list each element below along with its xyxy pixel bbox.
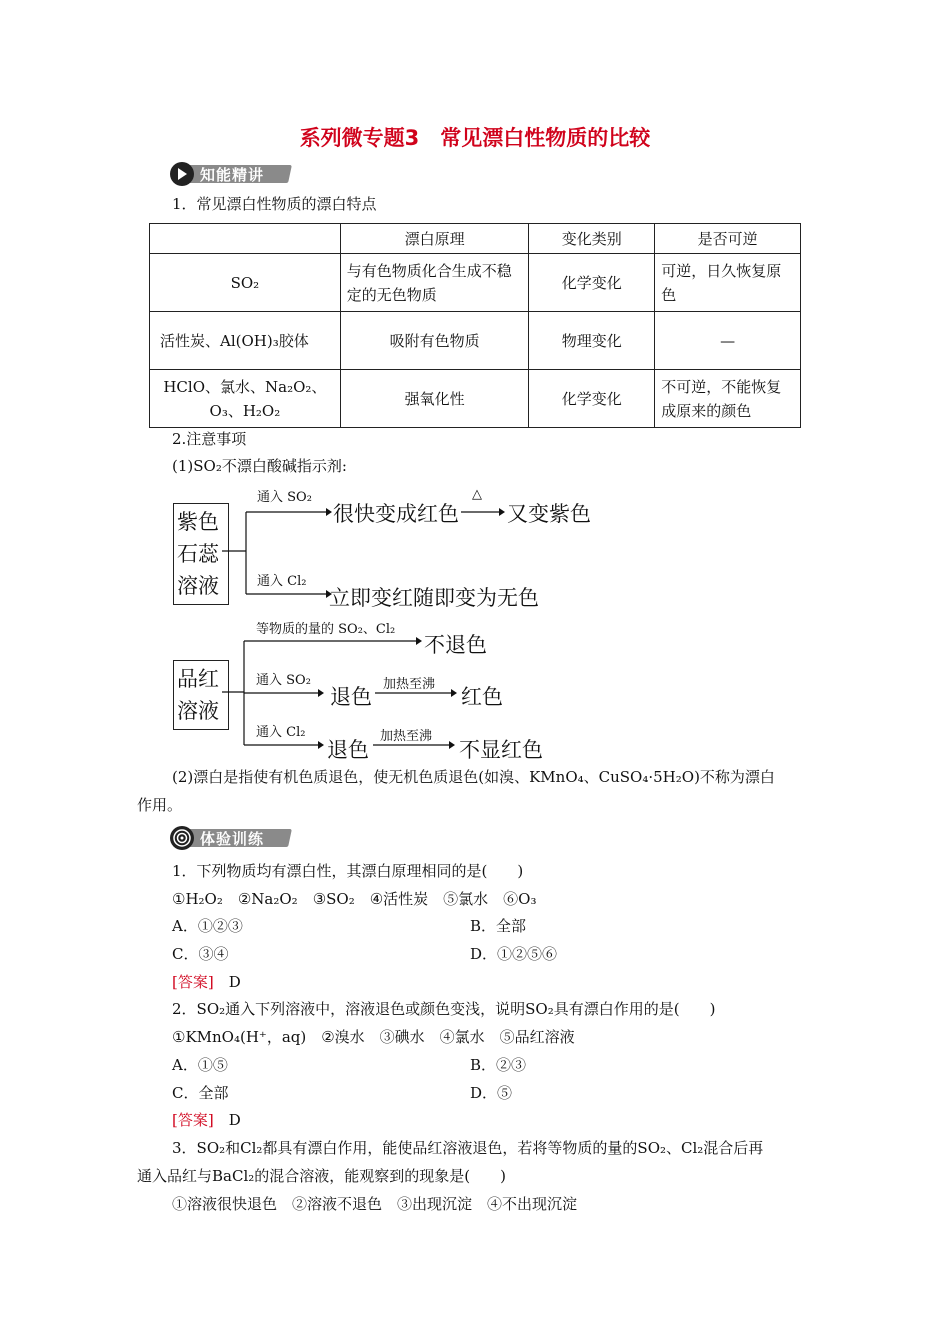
table-cell: —: [655, 312, 801, 370]
table-cell: 不可逆，不能恢复成原来的颜色: [655, 370, 801, 428]
note1: (1)SO₂不漂白酸碱指示剂:: [172, 457, 347, 475]
litmus-bottom-label: 通入 Cl₂: [257, 574, 307, 589]
table-header: [150, 224, 341, 254]
arrow-icon: [170, 162, 194, 186]
q1-stem: 1．下列物质均有漂白性，其漂白原理相同的是( ): [172, 862, 524, 880]
section-badge-practice: [170, 826, 290, 850]
litmus-top-label: 通入 SO₂: [257, 490, 312, 505]
section-label: 体验训练: [200, 830, 265, 848]
item1-heading: 1．常见漂白性物质的漂白特点: [172, 195, 377, 213]
note2-line1: (2)漂白是指使有机色质退色，使无机色质退色(如溴、KMnO₄、CuSO₄·5H₂O)不称为漂白: [172, 768, 775, 786]
q2-option-c: C．全部: [172, 1084, 229, 1102]
table-header-row: [150, 224, 801, 254]
target-icon: [170, 826, 194, 850]
q2-items: ①KMnO₄(H⁺，aq) ②溴水 ③碘水 ④氯水 ⑤品红溶液: [172, 1028, 575, 1046]
magenta-r2-result2: 红色: [461, 685, 503, 709]
litmus-bottom-result: 立即变红随即变为无色: [329, 586, 539, 610]
q2-option-a: A．①⑤: [172, 1056, 228, 1074]
table-cell: 物理变化: [529, 312, 655, 370]
q1-option-d: D．①②⑤⑥: [470, 945, 558, 963]
table-cell: 活性炭、Al(OH)₃胶体: [150, 312, 341, 370]
magenta-r3-heat: 加热至沸: [380, 729, 433, 744]
answer-label: [答案]: [172, 973, 214, 991]
box-line: 溶液: [177, 574, 219, 598]
magenta-r1-result: 不退色: [424, 633, 487, 657]
answer-value: D: [228, 973, 241, 991]
heat-arrow: [375, 688, 457, 698]
answer-value: D: [228, 1111, 241, 1129]
magenta-box: [173, 660, 229, 730]
table-cell: SO₂: [150, 254, 341, 312]
box-line: 紫色: [177, 510, 219, 534]
magenta-r3-result2: 不显红色: [459, 738, 543, 762]
table-cell: 化学变化: [529, 370, 655, 428]
magenta-r2-label: 通入 SO₂: [256, 673, 311, 688]
table-row: [150, 312, 801, 370]
table-row: [150, 254, 801, 312]
q1-option-a: A．①②③: [172, 917, 243, 935]
box-line: 溶液: [177, 699, 219, 723]
q1-option-c: C．③④: [172, 945, 229, 963]
q3-stem-line2: 通入品红与BaCl₂的混合溶液，能观察到的现象是( ): [137, 1167, 506, 1185]
answer-label: [答案]: [172, 1111, 214, 1129]
bleach-table: [149, 223, 801, 428]
heat-symbol: △: [472, 487, 482, 502]
table-header: 变化类别: [529, 224, 655, 254]
table-cell: HClO、氯水、Na₂O₂、O₃、H₂O₂: [150, 370, 341, 428]
box-line: 石蕊: [177, 542, 219, 566]
q2-option-d: D．⑤: [470, 1084, 513, 1102]
heat-arrow: [373, 740, 455, 750]
q1-option-b: B．全部: [470, 917, 527, 935]
table-cell: 吸附有色物质: [340, 312, 529, 370]
table-header: 漂白原理: [340, 224, 529, 254]
q3-items: ①溶液很快退色 ②溶液不退色 ③出现沉淀 ④不出现沉淀: [172, 1195, 578, 1213]
box-line: 品红: [177, 667, 219, 691]
heat-arrow: [461, 507, 505, 517]
q2-option-b: B．②③: [470, 1056, 527, 1074]
section-label: 知能精讲: [200, 166, 265, 184]
table-cell: 可逆，日久恢复原色: [655, 254, 801, 312]
q1-items: ①H₂O₂ ②Na₂O₂ ③SO₂ ④活性炭 ⑤氯水 ⑥O₃: [172, 890, 537, 908]
litmus-top-result: 很快变成红色: [333, 502, 459, 526]
table-header: 是否可逆: [655, 224, 801, 254]
magenta-r1-label: 等物质的量的 SO₂、Cl₂: [256, 622, 396, 637]
q3-stem-line1: 3．SO₂和Cl₂都具有漂白作用，能使品红溶液退色，若将等物质的量的SO₂、Cl₂混合后再: [172, 1139, 764, 1157]
table-cell: 与有色物质化合生成不稳定的无色物质: [340, 254, 529, 312]
table-cell: 强氧化性: [340, 370, 529, 428]
q2-stem: 2．SO₂通入下列溶液中，溶液退色或颜色变浅，说明SO₂具有漂白作用的是( ): [172, 1000, 716, 1018]
section-badge-knowledge: [170, 162, 290, 186]
item2-heading: 2.注意事项: [172, 430, 247, 448]
q1-answer: [172, 971, 241, 993]
litmus-box: [173, 503, 229, 605]
page-title: 系列微专题3 常见漂白性物质的比较: [299, 126, 651, 150]
magenta-r3-label: 通入 Cl₂: [256, 725, 306, 740]
q2-answer: [172, 1109, 241, 1131]
magenta-r3-result: 退色: [327, 738, 369, 762]
magenta-r2-result: 退色: [330, 685, 372, 709]
magenta-r2-heat: 加热至沸: [383, 677, 436, 692]
table-row: [150, 370, 801, 428]
litmus-top-result2: 又变紫色: [507, 502, 591, 526]
table-cell: 化学变化: [529, 254, 655, 312]
note2-line2: 作用。: [137, 796, 183, 814]
